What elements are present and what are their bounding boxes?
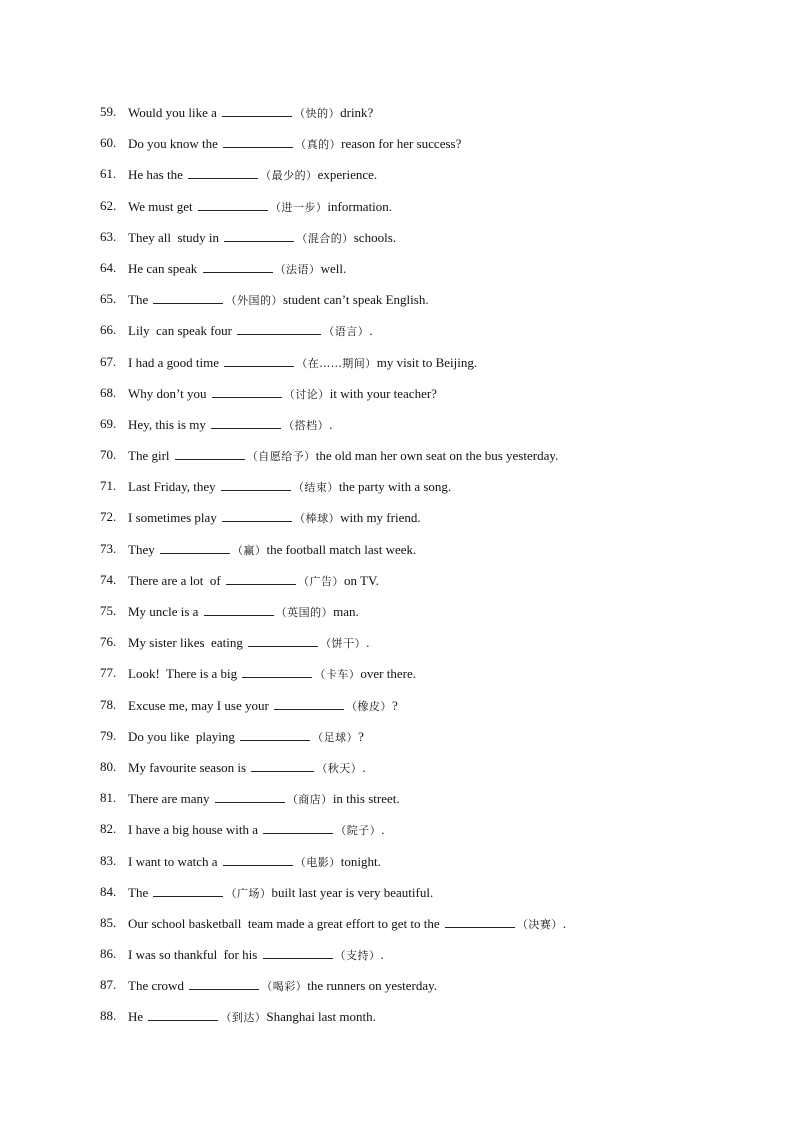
question-text-after: man. bbox=[333, 604, 359, 619]
question-item bbox=[100, 1007, 760, 1038]
question-text bbox=[128, 852, 381, 872]
question-text-after: . bbox=[381, 822, 385, 838]
question-text bbox=[128, 976, 437, 996]
chinese-hint: （搭档） bbox=[283, 418, 330, 432]
answer-blank[interactable] bbox=[160, 540, 230, 554]
chinese-hint: （秋天） bbox=[316, 761, 363, 775]
question-text-before: He has the bbox=[128, 167, 187, 183]
question-text bbox=[128, 134, 461, 154]
question-text-after: over there. bbox=[360, 666, 416, 682]
question-text-after: Shanghai last month. bbox=[266, 1009, 376, 1025]
question-text bbox=[128, 446, 558, 466]
question-text bbox=[128, 883, 433, 903]
question-text-before: My sister likes eating bbox=[128, 635, 247, 651]
answer-blank[interactable] bbox=[212, 384, 282, 398]
question-text-before: He can speak bbox=[128, 260, 201, 276]
question-item bbox=[100, 415, 760, 446]
answer-blank[interactable] bbox=[148, 1007, 218, 1021]
chinese-hint: （卡车） bbox=[314, 668, 361, 682]
question-number: 65. bbox=[100, 291, 117, 307]
answer-blank[interactable] bbox=[215, 789, 285, 803]
question-text-after: the football match last week. bbox=[266, 541, 417, 557]
question-text-before: Last Friday, they bbox=[128, 479, 219, 495]
question-text-before: Why don’t you bbox=[128, 385, 210, 401]
answer-blank[interactable] bbox=[274, 696, 344, 710]
question-number: 87. bbox=[100, 977, 117, 993]
question-text-before: The girl bbox=[128, 448, 173, 464]
question-number: 79. bbox=[100, 727, 117, 743]
question-text-after: it with your teacher? bbox=[329, 385, 437, 401]
question-text bbox=[128, 540, 416, 560]
question-text-before: There are many bbox=[128, 791, 213, 807]
answer-blank[interactable] bbox=[251, 758, 314, 772]
question-text bbox=[128, 103, 373, 123]
answer-blank[interactable] bbox=[189, 976, 259, 990]
question-text-after: reason for her success? bbox=[341, 136, 462, 152]
question-text-after: . bbox=[369, 323, 373, 339]
question-text-before: Would you like a bbox=[128, 105, 221, 120]
question-text-before: I sometimes play bbox=[128, 510, 221, 526]
question-list bbox=[100, 103, 760, 1039]
question-number: 72. bbox=[100, 509, 117, 525]
question-item bbox=[100, 134, 760, 165]
question-text-before: Look! There is a big bbox=[128, 666, 241, 682]
question-number: 69. bbox=[100, 415, 117, 431]
question-number: 62. bbox=[100, 197, 117, 213]
question-text bbox=[128, 1007, 376, 1027]
question-item bbox=[100, 508, 760, 539]
answer-blank[interactable] bbox=[223, 852, 293, 866]
chinese-hint: （饼干） bbox=[320, 637, 367, 651]
question-item bbox=[100, 633, 760, 664]
question-number: 59. bbox=[100, 104, 117, 119]
answer-blank[interactable] bbox=[242, 664, 312, 678]
question-number: 88. bbox=[100, 1008, 117, 1024]
question-text-after: with my friend. bbox=[340, 510, 421, 526]
answer-blank[interactable] bbox=[222, 508, 292, 522]
question-text-after: schools. bbox=[353, 229, 396, 245]
question-text bbox=[128, 165, 377, 185]
answer-blank[interactable] bbox=[198, 197, 268, 211]
question-text-before: They bbox=[128, 541, 158, 557]
question-item bbox=[100, 384, 760, 415]
chinese-hint: （混合的） bbox=[296, 231, 354, 245]
question-number: 78. bbox=[100, 696, 117, 712]
question-text bbox=[128, 633, 369, 653]
question-text bbox=[128, 228, 396, 248]
question-text-before: I want to watch a bbox=[128, 853, 221, 869]
chinese-hint: （橡皮） bbox=[346, 699, 393, 713]
answer-blank[interactable] bbox=[445, 914, 515, 928]
question-item bbox=[100, 571, 760, 602]
question-text-before: Our school basketball team made a great effort to get to the bbox=[128, 915, 443, 931]
answer-blank[interactable] bbox=[203, 259, 273, 273]
question-text bbox=[128, 477, 451, 497]
chinese-hint: （到达） bbox=[220, 1011, 267, 1025]
question-text-before: He bbox=[128, 1009, 147, 1025]
question-text bbox=[128, 353, 477, 373]
question-number: 71. bbox=[100, 478, 117, 494]
chinese-hint: （快的） bbox=[294, 107, 341, 120]
question-number: 68. bbox=[100, 384, 117, 400]
question-text bbox=[128, 415, 332, 435]
answer-blank[interactable] bbox=[237, 321, 321, 335]
question-text bbox=[128, 384, 437, 404]
question-text-after: . bbox=[329, 416, 333, 432]
question-text bbox=[128, 259, 346, 279]
chinese-hint: （决赛） bbox=[516, 917, 563, 931]
question-text-after: drink? bbox=[340, 105, 374, 120]
question-number: 67. bbox=[100, 353, 117, 369]
question-item bbox=[100, 353, 760, 384]
question-item bbox=[100, 789, 760, 820]
question-text-after: student can’t speak English. bbox=[282, 292, 429, 308]
question-number: 77. bbox=[100, 665, 117, 681]
chinese-hint: （英国的） bbox=[275, 606, 334, 619]
answer-blank[interactable] bbox=[223, 134, 293, 148]
question-text bbox=[128, 197, 392, 217]
question-text bbox=[128, 602, 359, 622]
question-item bbox=[100, 602, 760, 633]
chinese-hint: （赢） bbox=[231, 543, 267, 557]
question-number: 63. bbox=[100, 228, 117, 244]
answer-blank[interactable] bbox=[222, 103, 292, 117]
question-text-after: tonight. bbox=[340, 853, 381, 869]
question-number: 80. bbox=[100, 758, 117, 774]
chinese-hint: （自愿给予） bbox=[246, 450, 316, 464]
question-number: 76. bbox=[100, 634, 117, 650]
question-item bbox=[100, 165, 760, 196]
chinese-hint: （在……期间） bbox=[296, 356, 377, 370]
question-text-after: on TV. bbox=[344, 572, 379, 588]
question-text-after: . bbox=[562, 915, 567, 931]
question-item bbox=[100, 259, 760, 290]
question-text bbox=[128, 696, 398, 716]
question-number: 83. bbox=[100, 852, 117, 868]
question-text-after: the runners on yesterday. bbox=[307, 978, 438, 994]
answer-blank[interactable] bbox=[224, 228, 294, 242]
question-text-before: Hey, this is my bbox=[128, 416, 210, 432]
chinese-hint: （最少的） bbox=[260, 169, 318, 183]
question-item bbox=[100, 540, 760, 571]
question-item bbox=[100, 945, 760, 976]
answer-blank[interactable] bbox=[224, 353, 294, 367]
question-text bbox=[128, 758, 366, 778]
answer-blank[interactable] bbox=[211, 415, 281, 429]
question-item bbox=[100, 758, 760, 789]
question-text-before: We must get bbox=[128, 198, 196, 214]
question-text-before: I have a big house with a bbox=[128, 822, 262, 838]
question-number: 81. bbox=[100, 790, 117, 806]
question-text-after: well. bbox=[320, 260, 347, 276]
chinese-hint: （喝彩） bbox=[261, 980, 308, 994]
question-item bbox=[100, 820, 760, 851]
question-text bbox=[128, 664, 416, 684]
answer-blank[interactable] bbox=[188, 165, 258, 179]
question-text-after: my visit to Beijing. bbox=[376, 354, 478, 370]
question-text-before: I was so thankful for his bbox=[128, 947, 261, 963]
question-number: 73. bbox=[100, 540, 117, 556]
question-item bbox=[100, 477, 760, 508]
chinese-hint: （进一步） bbox=[269, 200, 328, 214]
chinese-hint: （真的） bbox=[295, 138, 342, 152]
question-text-before: The crowd bbox=[128, 978, 188, 994]
question-text bbox=[128, 727, 364, 747]
question-item bbox=[100, 103, 760, 134]
question-text-before: My uncle is a bbox=[128, 604, 202, 619]
question-text-after: . bbox=[380, 947, 384, 963]
question-text-after: ? bbox=[358, 728, 364, 744]
question-text-before: My favourite season is bbox=[128, 759, 250, 775]
answer-blank[interactable] bbox=[204, 602, 274, 616]
question-item bbox=[100, 883, 760, 914]
question-number: 75. bbox=[100, 603, 117, 618]
chinese-hint: （商店） bbox=[286, 793, 333, 807]
question-text-after: built last year is very beautiful. bbox=[271, 884, 434, 900]
question-text-after: information. bbox=[327, 198, 393, 214]
question-number: 86. bbox=[100, 946, 117, 962]
question-text-after: experience. bbox=[317, 167, 378, 183]
question-text-after: the party with a song. bbox=[338, 479, 452, 495]
question-item bbox=[100, 976, 760, 1007]
question-number: 85. bbox=[100, 914, 117, 930]
chinese-hint: （广场） bbox=[225, 886, 272, 900]
answer-blank[interactable] bbox=[248, 633, 318, 647]
question-item bbox=[100, 852, 760, 883]
chinese-hint: （足球） bbox=[312, 730, 359, 744]
question-item bbox=[100, 696, 760, 727]
question-number: 61. bbox=[100, 166, 117, 182]
question-number: 70. bbox=[100, 447, 117, 463]
question-text-before: The bbox=[128, 292, 152, 308]
question-text-before: The bbox=[128, 884, 152, 900]
answer-blank[interactable] bbox=[263, 945, 333, 959]
question-number: 64. bbox=[100, 259, 117, 275]
question-text-after: in this street. bbox=[332, 791, 400, 807]
question-number: 82. bbox=[100, 821, 117, 837]
question-text bbox=[128, 290, 429, 310]
answer-blank[interactable] bbox=[263, 820, 333, 834]
question-text bbox=[128, 571, 379, 591]
chinese-hint: （讨论） bbox=[283, 387, 330, 401]
question-item bbox=[100, 664, 760, 695]
chinese-hint: （法语） bbox=[274, 262, 321, 276]
chinese-hint: （外国的） bbox=[225, 294, 283, 308]
question-text-after: . bbox=[366, 635, 370, 651]
question-text-after: . bbox=[362, 759, 366, 775]
question-number: 74. bbox=[100, 571, 117, 587]
question-text-before: Do you know the bbox=[128, 136, 222, 152]
question-text-after: ? bbox=[392, 697, 398, 713]
question-item bbox=[100, 197, 760, 228]
chinese-hint: （结束） bbox=[292, 481, 339, 495]
question-number: 84. bbox=[100, 883, 117, 899]
chinese-hint: （电影） bbox=[294, 855, 341, 869]
answer-blank[interactable] bbox=[153, 883, 223, 897]
question-text-after: the old man her own seat on the bus yesterday. bbox=[315, 448, 559, 464]
question-text-before: Lily can speak four bbox=[128, 323, 236, 339]
question-item bbox=[100, 290, 760, 321]
answer-blank[interactable] bbox=[153, 290, 223, 304]
question-text-before: They all study in bbox=[128, 229, 223, 245]
answer-blank[interactable] bbox=[240, 727, 310, 741]
question-text-before: There are a lot of bbox=[128, 572, 225, 588]
answer-blank[interactable] bbox=[175, 446, 245, 460]
question-text-before: Excuse me, may I use your bbox=[128, 697, 273, 713]
question-text bbox=[128, 508, 421, 528]
chinese-hint: （棒球） bbox=[294, 512, 341, 526]
answer-blank[interactable] bbox=[226, 571, 296, 585]
chinese-hint: （广告） bbox=[298, 574, 345, 588]
chinese-hint: （支持） bbox=[334, 949, 381, 963]
question-number: 66. bbox=[100, 322, 117, 338]
question-text bbox=[128, 789, 400, 809]
question-text bbox=[128, 914, 566, 934]
chinese-hint: （语言） bbox=[323, 325, 370, 339]
question-text-before: Do you like playing bbox=[128, 728, 239, 744]
question-text-before: I had a good time bbox=[128, 354, 223, 370]
question-item bbox=[100, 228, 760, 259]
question-item bbox=[100, 321, 760, 352]
question-item bbox=[100, 727, 760, 758]
question-text bbox=[128, 321, 372, 341]
question-item bbox=[100, 446, 760, 477]
question-item bbox=[100, 914, 760, 945]
answer-blank[interactable] bbox=[221, 477, 291, 491]
chinese-hint: （院子） bbox=[335, 824, 382, 838]
question-text bbox=[128, 945, 384, 965]
question-number: 60. bbox=[100, 135, 117, 151]
question-text bbox=[128, 820, 384, 840]
